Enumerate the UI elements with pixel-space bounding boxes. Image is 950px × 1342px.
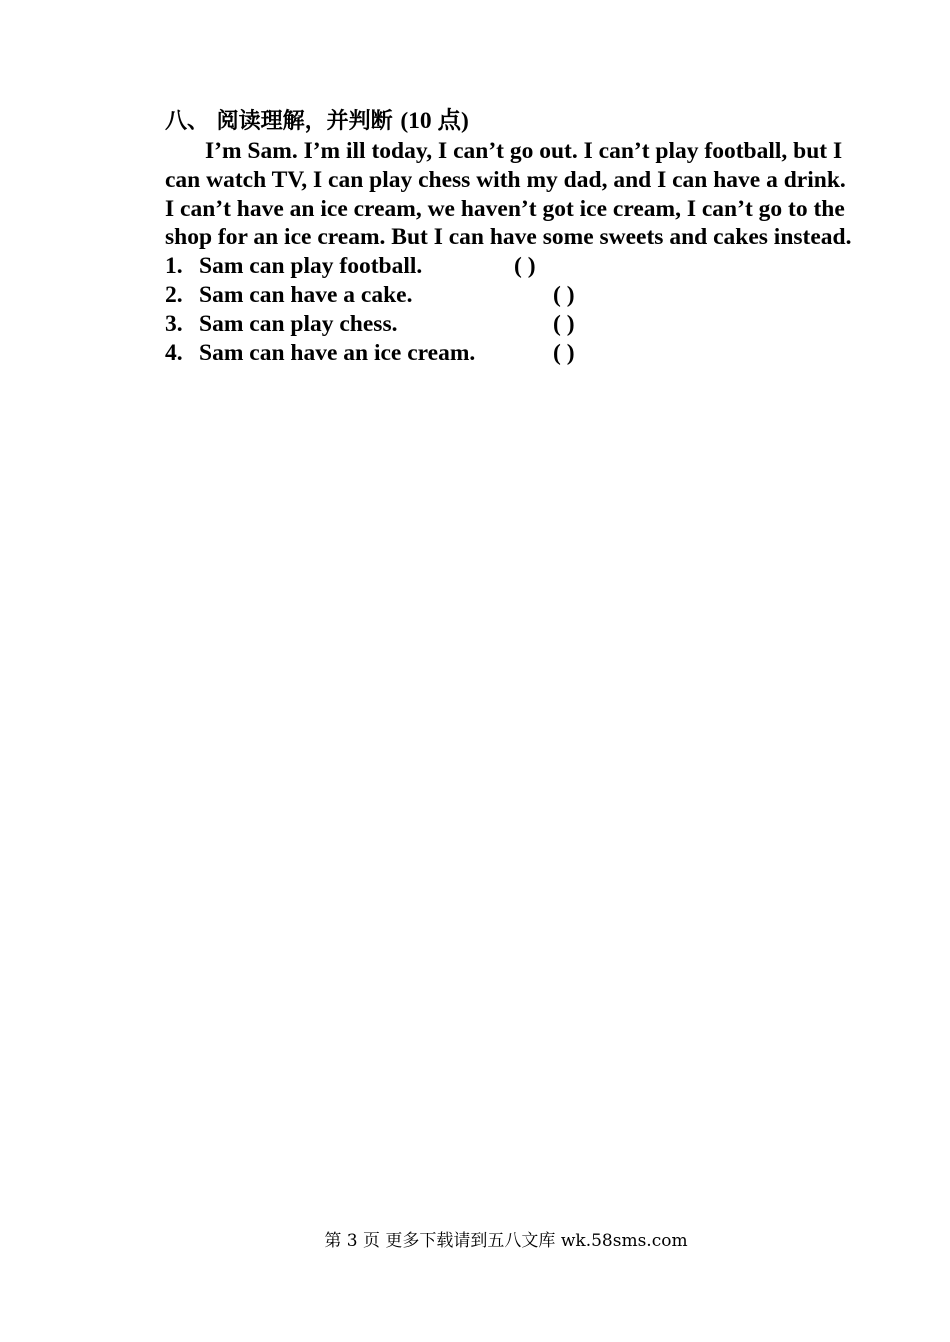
question-text: Sam can play football.: [199, 253, 423, 280]
answer-blank[interactable]: ( ): [553, 281, 575, 308]
question-item: [165, 281, 855, 310]
answer-blank[interactable]: ( ): [553, 339, 575, 366]
page-footer: 第 3 页 更多下载请到五八文库 wk.58sms.com: [324, 1231, 688, 1251]
question-text: Sam can have an ice cream.: [199, 339, 476, 366]
reading-passage: I’m Sam. I’m ill today, I can’t go out. I can’t play football, but I can watch TV, I can play chess with my dad, and I can have a drink. I can’t have an ice cream, we haven’t got ice cream, I can’t go to the shop for an ice cream. But I can have some sweets and cakes instead.: [165, 138, 852, 251]
question-text: Sam can have a cake.: [199, 281, 413, 308]
question-text: Sam can play chess.: [199, 310, 398, 337]
question-number: 1.: [165, 253, 183, 280]
section-title: 八、 阅读理解，并判断: [165, 109, 393, 134]
question-number: 4.: [165, 339, 183, 366]
section-points: (10 点): [400, 108, 469, 134]
section-heading: [165, 106, 855, 137]
question-item: [165, 310, 855, 339]
question-item: [165, 252, 855, 281]
question-item: [165, 339, 855, 368]
question-number: 2.: [165, 281, 183, 308]
question-number: 3.: [165, 310, 183, 337]
reading-section: [165, 106, 855, 367]
answer-blank[interactable]: ( ): [514, 253, 536, 280]
answer-blank[interactable]: ( ): [553, 310, 575, 337]
